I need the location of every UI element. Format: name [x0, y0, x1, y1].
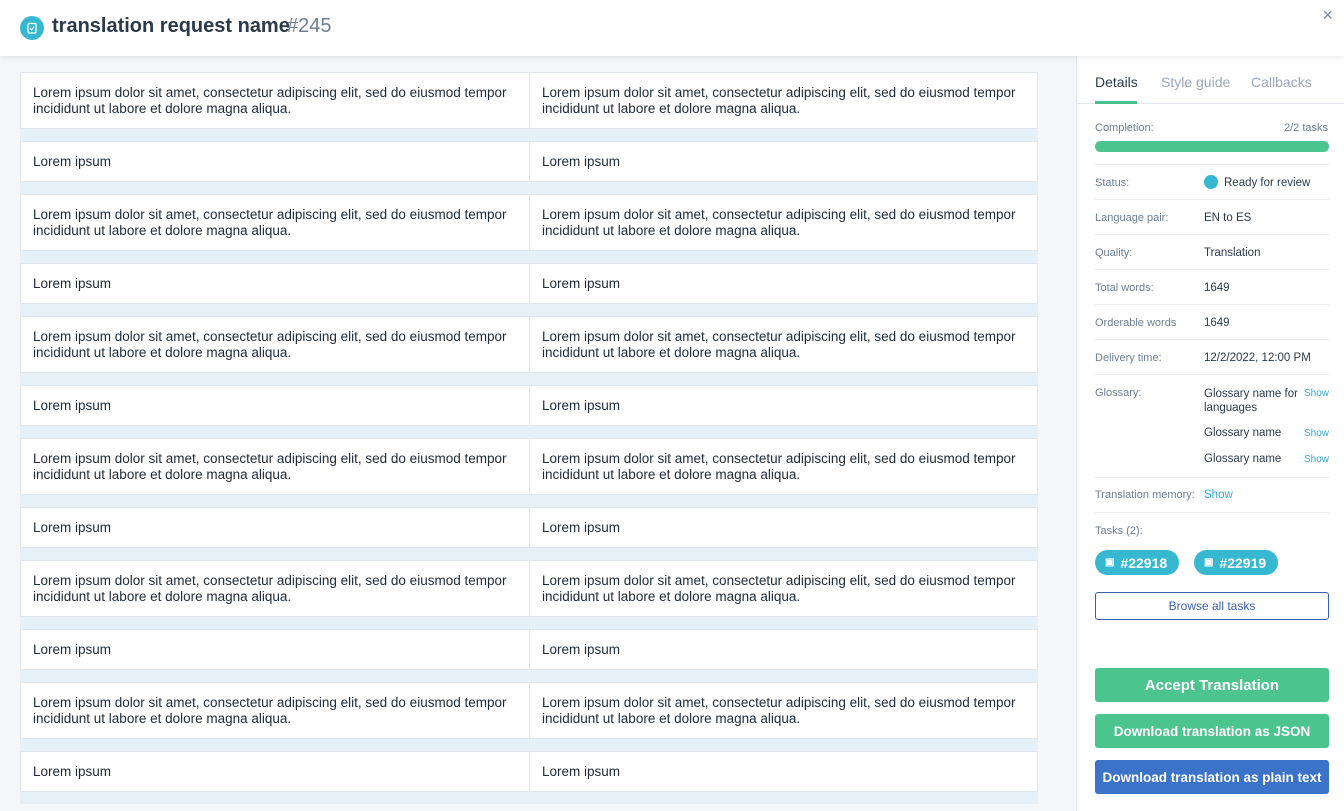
- glossary-show-link[interactable]: Show: [1303, 388, 1329, 399]
- table-row: [20, 507, 1038, 548]
- source-text-cell: Lorem ipsum dolor sit amet, consectetur adipiscing elit, sed do eiusmod tempor incididunt ut labore et dolore magna aliqua.: [33, 328, 507, 360]
- delivery-time-row: [1095, 339, 1329, 374]
- download-json-button[interactable]: Download translation as JSON: [1095, 714, 1329, 748]
- target-text-cell[interactable]: Lorem ipsum: [529, 142, 1037, 181]
- table-row: [20, 385, 1038, 426]
- total-words-row: [1095, 269, 1329, 304]
- row-separator: [20, 792, 1038, 804]
- row-separator: [20, 373, 1038, 385]
- tasks-row: [1095, 512, 1329, 547]
- clipboard-check-icon: [20, 16, 44, 40]
- completion-count: 2/2 tasks: [1283, 122, 1328, 134]
- source-text-cell: Lorem ipsum: [33, 397, 112, 413]
- row-separator: [20, 304, 1038, 316]
- target-text-cell[interactable]: Lorem ipsum dolor sit amet, consectetur adipiscing elit, sed do eiusmod tempor incididunt ut labore et dolore magna aliqua.: [529, 683, 1037, 738]
- source-text-cell: Lorem ipsum: [33, 275, 112, 291]
- glossary-row: [1095, 374, 1329, 477]
- translation-memory-show-link[interactable]: Show: [1204, 489, 1233, 501]
- request-number: #245: [287, 15, 332, 37]
- target-text-cell[interactable]: Lorem ipsum dolor sit amet, consectetur adipiscing elit, sed do eiusmod tempor incididunt ut labore et dolore magna aliqua.: [529, 73, 1037, 128]
- table-row: [20, 194, 1038, 251]
- completion-progress-fill: [1095, 141, 1329, 152]
- source-text-cell: Lorem ipsum: [33, 153, 112, 169]
- task-chip[interactable]: [1095, 550, 1179, 575]
- target-text-cell[interactable]: Lorem ipsum: [529, 630, 1037, 669]
- glossary-item-name: Glossary name: [1204, 453, 1282, 465]
- tab-details[interactable]: Details: [1095, 74, 1138, 90]
- target-text-cell[interactable]: Lorem ipsum: [529, 264, 1037, 303]
- completion-label: Completion:: [1095, 122, 1154, 134]
- delivery-time-value: 12/2/2022, 12:00 PM: [1204, 352, 1311, 364]
- orderable-words-value: 1649: [1204, 317, 1230, 329]
- status-label: Status:: [1095, 177, 1130, 189]
- glossary-show-link[interactable]: Show: [1303, 428, 1329, 439]
- glossary-item-name: Glossary name: [1204, 427, 1282, 439]
- target-text-cell[interactable]: Lorem ipsum: [529, 386, 1037, 425]
- language-pair-value: EN to ES: [1204, 212, 1252, 224]
- status-row: [1095, 164, 1329, 199]
- table-row: [20, 141, 1038, 182]
- delivery-time-label: Delivery time:: [1095, 352, 1162, 364]
- table-row: [20, 751, 1038, 792]
- sidebar-tabs: [1077, 56, 1344, 104]
- row-separator: [20, 617, 1038, 629]
- row-separator: [20, 129, 1038, 141]
- row-separator: [20, 739, 1038, 751]
- orderable-words-label: Orderable words: [1095, 317, 1177, 329]
- active-tab-indicator: [1095, 101, 1137, 104]
- download-plain-text-button[interactable]: Download translation as plain text: [1095, 760, 1329, 794]
- tab-callbacks[interactable]: Callbacks: [1251, 74, 1312, 90]
- table-row: [20, 629, 1038, 670]
- modal-header: [0, 0, 1344, 56]
- language-pair-row: [1095, 199, 1329, 234]
- target-text-cell[interactable]: Lorem ipsum: [529, 508, 1037, 547]
- translation-memory-label: Translation memory:: [1095, 489, 1195, 501]
- target-text-cell[interactable]: Lorem ipsum dolor sit amet, consectetur adipiscing elit, sed do eiusmod tempor incididunt ut labore et dolore magna aliqua.: [529, 439, 1037, 494]
- completion-progress-bar: [1095, 141, 1329, 152]
- source-text-cell: Lorem ipsum dolor sit amet, consectetur adipiscing elit, sed do eiusmod tempor incididunt ut labore et dolore magna aliqua.: [33, 84, 507, 116]
- task-chip[interactable]: [1194, 550, 1278, 575]
- table-row: [20, 682, 1038, 739]
- table-row: [20, 72, 1038, 129]
- quality-row: [1095, 234, 1329, 269]
- table-row: [20, 263, 1038, 304]
- language-pair-label: Language pair:: [1095, 212, 1169, 224]
- details-sidebar: [1076, 56, 1344, 811]
- target-text-cell[interactable]: Lorem ipsum dolor sit amet, consectetur adipiscing elit, sed do eiusmod tempor incididunt ut labore et dolore magna aliqua.: [529, 195, 1037, 250]
- row-separator: [20, 670, 1038, 682]
- target-text-cell[interactable]: Lorem ipsum dolor sit amet, consectetur adipiscing elit, sed do eiusmod tempor incididunt ut labore et dolore magna aliqua.: [529, 561, 1037, 616]
- table-row: [20, 316, 1038, 373]
- row-separator: [20, 182, 1038, 194]
- task-chip-label: #22919: [1219, 554, 1267, 571]
- page-title: translation request name: [52, 15, 290, 37]
- target-text-cell[interactable]: Lorem ipsum: [529, 752, 1037, 791]
- total-words-value: 1649: [1204, 282, 1230, 294]
- source-text-cell: Lorem ipsum: [33, 641, 112, 657]
- glossary-show-link[interactable]: Show: [1303, 454, 1329, 465]
- row-separator: [20, 548, 1038, 560]
- table-row: [20, 438, 1038, 495]
- orderable-words-row: [1095, 304, 1329, 339]
- quality-value: Translation: [1204, 247, 1261, 259]
- row-separator: [20, 251, 1038, 263]
- total-words-label: Total words:: [1095, 282, 1154, 294]
- source-text-cell: Lorem ipsum dolor sit amet, consectetur adipiscing elit, sed do eiusmod tempor incididunt ut labore et dolore magna aliqua.: [33, 694, 507, 726]
- source-text-cell: Lorem ipsum dolor sit amet, consectetur adipiscing elit, sed do eiusmod tempor incididunt ut labore et dolore magna aliqua.: [33, 450, 507, 482]
- target-text-cell[interactable]: Lorem ipsum dolor sit amet, consectetur adipiscing elit, sed do eiusmod tempor incididunt ut labore et dolore magna aliqua.: [529, 317, 1037, 372]
- translation-table-area: [0, 56, 1076, 811]
- task-icon: ▣: [1105, 557, 1115, 568]
- source-text-cell: Lorem ipsum: [33, 763, 112, 779]
- task-icon: ▣: [1204, 557, 1214, 568]
- table-row: [20, 560, 1038, 617]
- glossary-item-name: Glossary name for languages: [1204, 388, 1298, 414]
- status-value: Ready for review: [1224, 177, 1311, 190]
- row-separator: [20, 495, 1038, 507]
- task-chip-label: #22918: [1120, 554, 1168, 571]
- tasks-label: Tasks (2):: [1095, 525, 1143, 537]
- quality-label: Quality:: [1095, 247, 1133, 259]
- source-text-cell: Lorem ipsum: [33, 519, 112, 535]
- translation-memory-row: [1095, 477, 1329, 512]
- accept-translation-button[interactable]: Accept Translation: [1095, 668, 1329, 702]
- glossary-label: Glossary:: [1095, 387, 1142, 399]
- tab-style-guide[interactable]: Style guide: [1161, 74, 1231, 90]
- ready-for-review-icon: [1204, 175, 1218, 189]
- browse-all-tasks-button[interactable]: Browse all tasks: [1095, 592, 1329, 620]
- close-icon[interactable]: ×: [1322, 5, 1333, 25]
- row-separator: [20, 426, 1038, 438]
- source-text-cell: Lorem ipsum dolor sit amet, consectetur adipiscing elit, sed do eiusmod tempor incididunt ut labore et dolore magna aliqua.: [33, 572, 507, 604]
- source-text-cell: Lorem ipsum dolor sit amet, consectetur adipiscing elit, sed do eiusmod tempor incididunt ut labore et dolore magna aliqua.: [33, 206, 507, 238]
